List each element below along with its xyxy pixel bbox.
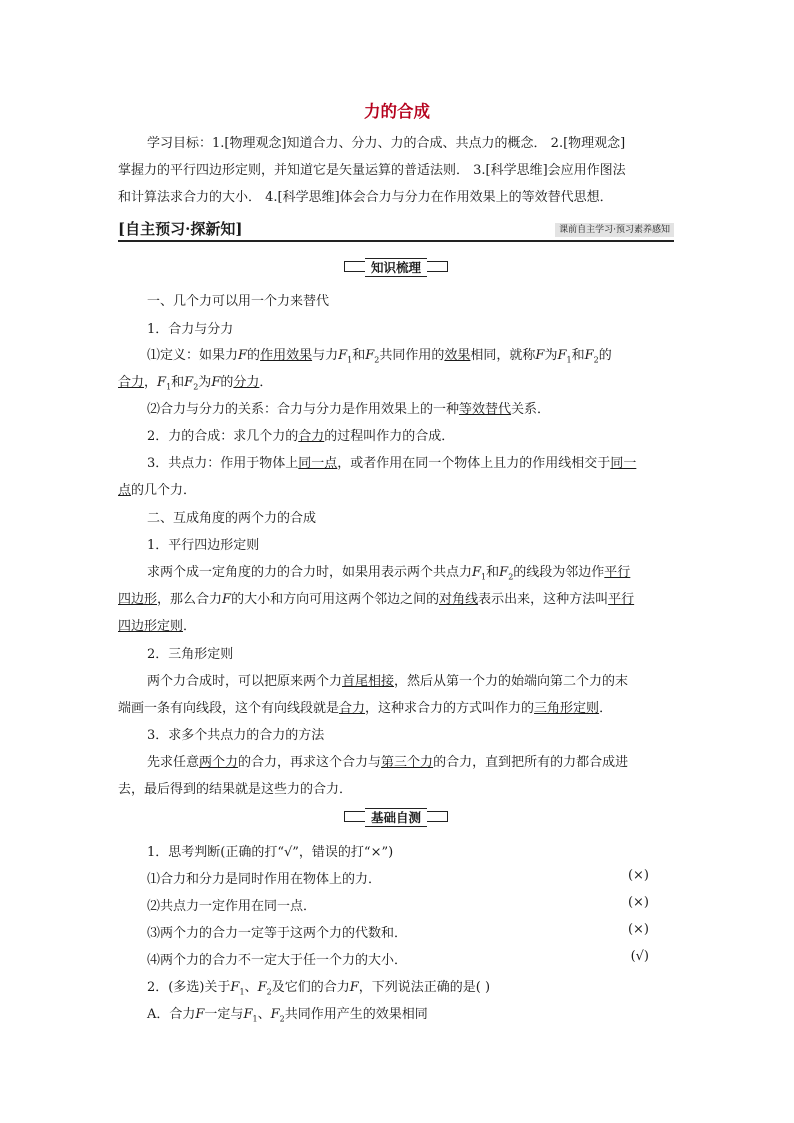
- judge-item-2: ⑵共点力一定作用在同一点．: [147, 899, 317, 914]
- heading-1: 一、几个力可以用一个力来替代: [147, 294, 330, 309]
- section-title: [自主预习·探新知]: [118, 220, 243, 238]
- knowledge-label: [344, 258, 448, 275]
- judge-mark-1: (×): [627, 868, 649, 883]
- section-header: [118, 220, 674, 242]
- option-a: A．合力F一定与$F_1$、$F_2$共同作用产生的效果相同: [147, 1007, 428, 1024]
- judge-mark-2: (×): [627, 895, 649, 910]
- multi-force-heading: 3．求多个共点力的合力的方法: [147, 728, 325, 743]
- parallelogram-line-3: 四边形定则．: [118, 619, 197, 634]
- learning-goals-line-1: 学习目标：1.[物理观念]知道合力、分力、力的合成、共点力的概念． 2.[物理观念]: [147, 136, 626, 151]
- multi-force-line-1: 先求任意两个力的合力，再求这个合力与第三个力的合力，直到把所有的力都合成进: [147, 755, 629, 770]
- judge-mark-4: (√): [630, 949, 649, 964]
- concurrent-force-line-2: 点的几个力．: [118, 483, 197, 498]
- definition-line-2: 合力，$F_1$和$F_2$为F的分力．: [118, 375, 273, 392]
- question-1: 1．思考判断(正确的打“√”，错误的打“×”): [147, 845, 394, 860]
- multi-force-line-2: 去，最后得到的结果就是这些力的合力．: [118, 782, 353, 797]
- self-test-label-text: 基础自测: [365, 808, 427, 827]
- composition-line: 2．力的合成：求几个力的合力的过程叫作力的合成．: [147, 429, 455, 444]
- self-test-label: [344, 808, 448, 825]
- parallelogram-heading: 1．平行四边形定则: [147, 538, 260, 553]
- judge-mark-3: (×): [627, 922, 649, 937]
- question-2: 2．(多选)关于$F_1$、$F_2$及它们的合力F，下列说法正确的是( ): [147, 980, 491, 997]
- parallelogram-line-1: 求两个成一定角度的力的合力时，如果用表示两个共点力$F_1$和$F_2$的线段为邻边作平行: [147, 565, 631, 582]
- definition-line-1: ⑴定义：如果力F的作用效果与力$F_1$和$F_2$共同作用的效果相同，就称F为$F_1$和$F_2$的: [147, 348, 612, 365]
- knowledge-label-text: 知识梳理: [365, 258, 427, 277]
- learning-goals-line-3: 和计算法求合力的大小． 4.[科学思维]体会合力与分力在作用效果上的等效替代思想．: [118, 190, 613, 205]
- triangle-line-2: 端画一条有向线段，这个有向线段就是合力，这种求合力的方式叫作力的三角形定则．: [118, 701, 613, 716]
- concurrent-force-line-1: 3．共点力：作用于物体上同一点，或者作用在同一个物体上且力的作用线相交于同一: [147, 456, 637, 471]
- triangle-heading: 2．三角形定则: [147, 647, 234, 662]
- page-title: 力的合成: [364, 102, 430, 121]
- judge-item-1: ⑴合力和分力是同时作用在物体上的力．: [147, 872, 382, 887]
- section-subtitle: 课前自主学习·预习素养感知: [555, 223, 674, 237]
- judge-item-4: ⑷两个力的合力不一定大于任一个力的大小．: [147, 953, 408, 968]
- heading-2: 二、互成角度的两个力的合成: [147, 511, 317, 526]
- subheading-1: 1．合力与分力: [147, 322, 234, 337]
- relation-line: ⑵合力与分力的关系：合力与分力是作用效果上的一种等效替代关系．: [147, 402, 551, 417]
- learning-goals-line-2: 掌握力的平行四边形定则，并知道它是矢量运算的普适法则． 3.[科学思维]会应用作图法: [118, 163, 626, 178]
- triangle-line-1: 两个力合成时，可以把原来两个力首尾相接，然后从第一个力的始端向第二个力的末: [147, 674, 629, 689]
- parallelogram-line-2: 四边形，那么合力F的大小和方向可用这两个邻边之间的对角线表示出来，这种方法叫平行: [118, 592, 635, 607]
- judge-item-3: ⑶两个力的合力一定等于这两个力的代数和．: [147, 926, 408, 941]
